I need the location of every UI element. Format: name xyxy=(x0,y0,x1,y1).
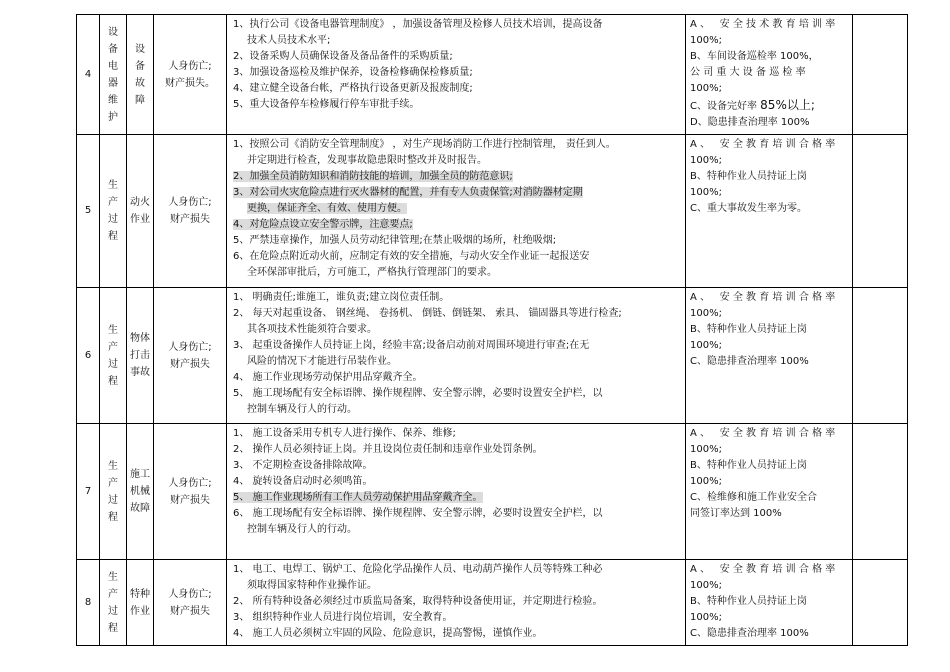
measure-line xyxy=(233,594,679,610)
goal-line xyxy=(690,426,848,442)
injury-cell xyxy=(154,15,227,135)
goal-text: B、特种作业人员持证上岗 xyxy=(690,324,807,335)
measure-text: 3、对公司火灾危险点进行灭火器材的配置，并有专人负责保管;对消防器材定期 xyxy=(233,187,583,198)
measure-line xyxy=(233,201,679,217)
row-number: 8 xyxy=(77,560,100,646)
table-row xyxy=(77,15,908,135)
goal-line xyxy=(690,97,848,115)
hazard-text: 机械 xyxy=(130,486,150,497)
goal-text: B、车间设备巡检率 100%， xyxy=(690,51,819,62)
hazard-text: 设 xyxy=(135,43,145,55)
process-char: 产 xyxy=(108,341,118,353)
measures-cell xyxy=(227,288,686,424)
measure-line xyxy=(233,370,679,386)
goal-text: A、 安全教育培训合格率 xyxy=(690,139,839,150)
goal-line xyxy=(690,81,848,97)
injury-text: 人身伤亡; xyxy=(168,477,212,489)
measure-line xyxy=(233,490,679,506)
goal-text: 100%; xyxy=(690,612,722,623)
measure-line xyxy=(233,233,679,249)
goal-line xyxy=(690,626,848,642)
measure-text: 控制车辆及行人的行动。 xyxy=(247,404,357,415)
measure-line xyxy=(233,265,679,281)
goal-line xyxy=(690,594,848,610)
goal-line xyxy=(690,610,848,626)
goal-text: C、设备完好率 xyxy=(690,101,761,112)
goal-text: B、特种作业人员持证上岗 xyxy=(690,460,807,471)
blank-cell xyxy=(853,560,908,646)
process-char: 过 xyxy=(108,605,118,617)
goal-line xyxy=(690,354,848,370)
process-char: 备 xyxy=(108,43,118,55)
goal-line xyxy=(690,65,848,81)
goal-text: 100%; xyxy=(690,155,722,166)
measure-line xyxy=(233,562,679,578)
table-row xyxy=(77,424,908,560)
injury-text: 财产损失 xyxy=(170,605,210,617)
hazard-text: 故障 xyxy=(130,503,150,514)
process-char: 程 xyxy=(108,231,118,242)
hazard-text: 物体 xyxy=(130,333,150,344)
measure-text: 更换，保证齐全、有效、使用方便。 xyxy=(247,203,407,214)
measure-line xyxy=(233,458,679,474)
goal-text: 100%; xyxy=(690,35,722,46)
measure-text: 4、建立健全设备台帐，严格执行设备更新及报废制度; xyxy=(233,83,473,94)
measure-text: 1、 明确责任;谁施工，谁负责;建立岗位责任制。 xyxy=(233,292,450,303)
risk-control-table xyxy=(76,14,908,646)
measure-text: 2、加强全员消防知识和消防技能的培训，加强全员的防范意识; xyxy=(233,171,513,182)
measure-text: 控制车辆及行人的行动。 xyxy=(247,524,357,535)
goal-text: A、 安全教育培训合格率 xyxy=(690,564,839,575)
measure-text: 4、 旋转设备启动时必须鸣笛。 xyxy=(233,476,373,487)
goal-line xyxy=(690,49,848,65)
measure-text: 1、执行公司《设备电器管理制度》 ，加强设备管理及检修人员技术培训，提高设备 xyxy=(233,19,603,30)
injury-cell xyxy=(154,560,227,646)
goal-text: 100%; xyxy=(690,83,722,94)
hazard-cell xyxy=(127,15,154,135)
table-body xyxy=(77,15,908,646)
measure-text: 2、 所有特种设备必须经过市质监局备案，取得特种设备使用证，并定期进行检验。 xyxy=(233,596,603,607)
measure-text: 其各项技术性能须符合要求。 xyxy=(247,324,377,335)
goal-text: 100%; xyxy=(690,308,722,319)
goal-text: D、隐患排查治理率 100% xyxy=(690,117,810,128)
process-char: 过 xyxy=(108,358,118,370)
goal-line xyxy=(690,17,848,33)
goal-line xyxy=(690,153,848,169)
goals-cell xyxy=(686,288,853,424)
goal-text: B、特种作业人员持证上岗 xyxy=(690,596,807,607)
process-char: 产 xyxy=(108,588,118,600)
process-char: 电 xyxy=(108,60,118,72)
hazard-text: 故 xyxy=(135,77,145,89)
hazard-cell xyxy=(127,288,154,424)
measure-text: 3、 起重设备操作人员持证上岗，经验丰富;设备启动前对周围环境进行审查;在无 xyxy=(233,340,590,351)
measure-text: 5、 施工作业现场所有工作人员劳动保护用品穿戴齐全。 xyxy=(233,492,483,503)
measure-text: 技术人员技术水平; xyxy=(247,35,331,46)
measure-text: 2、设备采购人员确保设备及备品备件的采购质量; xyxy=(233,51,453,62)
goals-cell xyxy=(686,560,853,646)
measure-text: 风险的情况下才能进行吊装作业。 xyxy=(247,356,397,367)
hazard-text: 备 xyxy=(135,60,145,72)
injury-text: 人身伤亡; xyxy=(168,588,212,600)
table-row xyxy=(77,288,908,424)
process-char: 过 xyxy=(108,214,118,225)
goal-line xyxy=(690,115,848,131)
injury-cell xyxy=(154,288,227,424)
goal-text: A、 安全教育培训合格率 xyxy=(690,292,839,303)
process-char: 设 xyxy=(108,26,118,38)
goal-text: 100%; xyxy=(690,444,722,455)
process-char: 生 xyxy=(108,571,118,583)
process-char: 维 xyxy=(108,94,118,106)
measure-text: 1、按照公司《消防安全管理制度》 ，对生产现场消防工作进行控制管理， 责任到人。 xyxy=(233,139,616,150)
measure-line xyxy=(233,386,679,402)
process-char: 程 xyxy=(108,375,118,387)
measure-line xyxy=(233,474,679,490)
goal-line xyxy=(690,201,848,217)
goal-line xyxy=(690,562,848,578)
goal-line xyxy=(690,506,848,522)
measure-line xyxy=(233,506,679,522)
process-char: 产 xyxy=(108,477,118,489)
goal-text: C、隐患排查治理率 100% xyxy=(690,628,809,639)
injury-text: 财产损失 xyxy=(170,214,210,225)
row-number: 7 xyxy=(77,424,100,560)
measure-line xyxy=(233,65,679,81)
goal-line xyxy=(690,474,848,490)
row-number: 5 xyxy=(77,135,100,288)
measure-line xyxy=(233,306,679,322)
goal-line xyxy=(690,490,848,506)
measure-line xyxy=(233,578,679,594)
blank-cell xyxy=(853,15,908,135)
measure-text: 4、 施工作业现场劳动保护用品穿戴齐全。 xyxy=(233,372,423,383)
measure-line xyxy=(233,522,679,538)
hazard-text: 特种 xyxy=(130,588,150,600)
measure-text: 2、 操作人员必须持证上岗。并且设岗位责任制和违章作业处罚条例。 xyxy=(233,444,543,455)
goal-text: A、 安全技术教育培训率 xyxy=(690,19,839,30)
blank-cell xyxy=(853,288,908,424)
measure-line xyxy=(233,185,679,201)
measure-text: 5、 施工现场配有安全标语牌、操作规程牌、安全警示牌，必要时设置安全护栏，以 xyxy=(233,388,603,399)
measures-cell xyxy=(227,15,686,135)
process-cell xyxy=(100,424,127,560)
measure-line xyxy=(233,626,679,642)
measure-text: 全环保部审批后，方可施工，严格执行管理部门的要求。 xyxy=(247,267,497,278)
goal-text: 公司重大设备巡检率 xyxy=(690,67,809,78)
goal-line xyxy=(690,169,848,185)
goal-line xyxy=(690,290,848,306)
process-char: 生 xyxy=(108,180,118,191)
injury-cell xyxy=(154,135,227,288)
hazard-text: 作业 xyxy=(130,605,150,617)
hazard-cell xyxy=(127,424,154,560)
blank-cell xyxy=(853,135,908,288)
measure-line xyxy=(233,354,679,370)
measure-text: 3、 不定期检查设备排除故障。 xyxy=(233,460,373,471)
goals-cell xyxy=(686,424,853,560)
measure-line xyxy=(233,610,679,626)
row-number: 6 xyxy=(77,288,100,424)
injury-text: 财产损失 xyxy=(170,358,210,370)
hazard-text: 作业 xyxy=(130,214,150,225)
blank-cell xyxy=(853,424,908,560)
goal-text: 100%; xyxy=(690,580,722,591)
goal-line xyxy=(690,33,848,49)
goal-text: B、特种作业人员持证上岗 xyxy=(690,171,807,182)
measures-cell xyxy=(227,424,686,560)
goal-text: 同签订率达到 100% xyxy=(690,508,782,519)
goals-cell xyxy=(686,135,853,288)
measure-text: 3、 组织特种作业人员进行岗位培训，安全教育。 xyxy=(233,612,453,623)
measure-text: 2、 每天对起重设备、 钢丝绳、 卷扬机、 倒链、倒链架、 索具、 锚固器具等进行检查; xyxy=(233,308,622,319)
measure-line xyxy=(233,137,679,153)
measures-cell xyxy=(227,560,686,646)
measure-line xyxy=(233,442,679,458)
measure-line xyxy=(233,338,679,354)
measure-line xyxy=(233,17,679,33)
process-cell xyxy=(100,135,127,288)
process-char: 过 xyxy=(108,494,118,506)
hazard-cell xyxy=(127,135,154,288)
measure-line xyxy=(233,426,679,442)
process-char: 生 xyxy=(108,324,118,336)
measure-line xyxy=(233,81,679,97)
measure-line xyxy=(233,169,679,185)
hazard-text: 障 xyxy=(135,94,145,106)
measure-text: 4、 施工人员必须树立牢固的风险、危险意识，提高警惕，谨慎作业。 xyxy=(233,628,543,639)
hazard-text: 施工 xyxy=(130,469,150,480)
goal-line xyxy=(690,306,848,322)
hazard-text: 打击 xyxy=(130,350,150,361)
injury-text: 人身伤亡; xyxy=(168,60,212,72)
measure-text: 6、 施工现场配有安全标语牌、操作规程牌、安全警示牌，必要时设置安全护栏，以 xyxy=(233,508,603,519)
measure-line xyxy=(233,290,679,306)
goal-line xyxy=(690,442,848,458)
measure-text: 5、重大设备停车检修履行停车审批手续。 xyxy=(233,99,420,110)
measure-text: 5、严禁违章操作，加强人员劳动纪律管理;在禁止吸烟的场所，杜绝吸烟; xyxy=(233,235,557,246)
measure-text: 1、 电工、电焊工、锅炉工、危险化学品操作人员、电动葫芦操作人员等特殊工种必 xyxy=(233,564,603,575)
measure-text: 1、 施工设备采用专机专人进行操作、保养、维修; xyxy=(233,428,456,439)
hazard-cell xyxy=(127,560,154,646)
process-cell xyxy=(100,288,127,424)
goal-text: 100%; xyxy=(690,476,722,487)
goals-cell xyxy=(686,15,853,135)
measure-text: 4、对危险点设立安全警示牌，注意要点; xyxy=(233,219,413,230)
measure-line xyxy=(233,249,679,265)
measure-line xyxy=(233,49,679,65)
measure-text: 6、在危险点附近动火前，应制定有效的安全措施，与动火安全作业证一起报送安 xyxy=(233,251,590,262)
process-char: 生 xyxy=(108,460,118,472)
table-row xyxy=(77,135,908,288)
goal-text: C、检维修和施工作业安全合 xyxy=(690,492,817,503)
process-char: 程 xyxy=(108,622,118,634)
process-cell xyxy=(100,15,127,135)
measures-cell xyxy=(227,135,686,288)
measure-text: 须取得国家特种作业操作证。 xyxy=(247,580,377,591)
measure-line xyxy=(233,402,679,418)
goal-text: 100%; xyxy=(690,340,722,351)
measure-line xyxy=(233,217,679,233)
injury-text: 财产损失 xyxy=(170,494,210,506)
measure-text: 并定期进行检查，发现事故隐患限时整改并及时报告。 xyxy=(247,155,487,166)
injury-text: 人身伤亡; xyxy=(168,341,212,353)
measure-line xyxy=(233,33,679,49)
goal-text: 100%; xyxy=(690,187,722,198)
process-char: 护 xyxy=(108,111,118,123)
row-number: 4 xyxy=(77,15,100,135)
goal-text: A、 安全教育培训合格率 xyxy=(690,428,839,439)
goal-line xyxy=(690,458,848,474)
measure-line xyxy=(233,322,679,338)
injury-text: 人身伤亡; xyxy=(168,197,212,208)
goal-line xyxy=(690,338,848,354)
goal-line xyxy=(690,137,848,153)
goal-text: C、隐患排查治理率 100% xyxy=(690,356,809,367)
process-char: 器 xyxy=(108,77,118,89)
hazard-text: 动火 xyxy=(130,197,150,208)
goal-line xyxy=(690,578,848,594)
goal-line xyxy=(690,185,848,201)
goal-line xyxy=(690,322,848,338)
injury-text: 财产损失。 xyxy=(165,77,215,89)
measure-text: 3、加强设备巡检及维护保养，设备检修确保检修质量; xyxy=(233,67,473,78)
hazard-text: 事故 xyxy=(130,367,150,378)
process-cell xyxy=(100,560,127,646)
process-char: 产 xyxy=(108,197,118,208)
injury-cell xyxy=(154,424,227,560)
goal-text: C、重大事故发生率为零。 xyxy=(690,203,807,214)
process-char: 程 xyxy=(108,511,118,523)
measure-line xyxy=(233,97,679,113)
measure-line xyxy=(233,153,679,169)
table-row xyxy=(77,560,908,646)
goal-emphasis: 85%以上; xyxy=(760,98,815,112)
